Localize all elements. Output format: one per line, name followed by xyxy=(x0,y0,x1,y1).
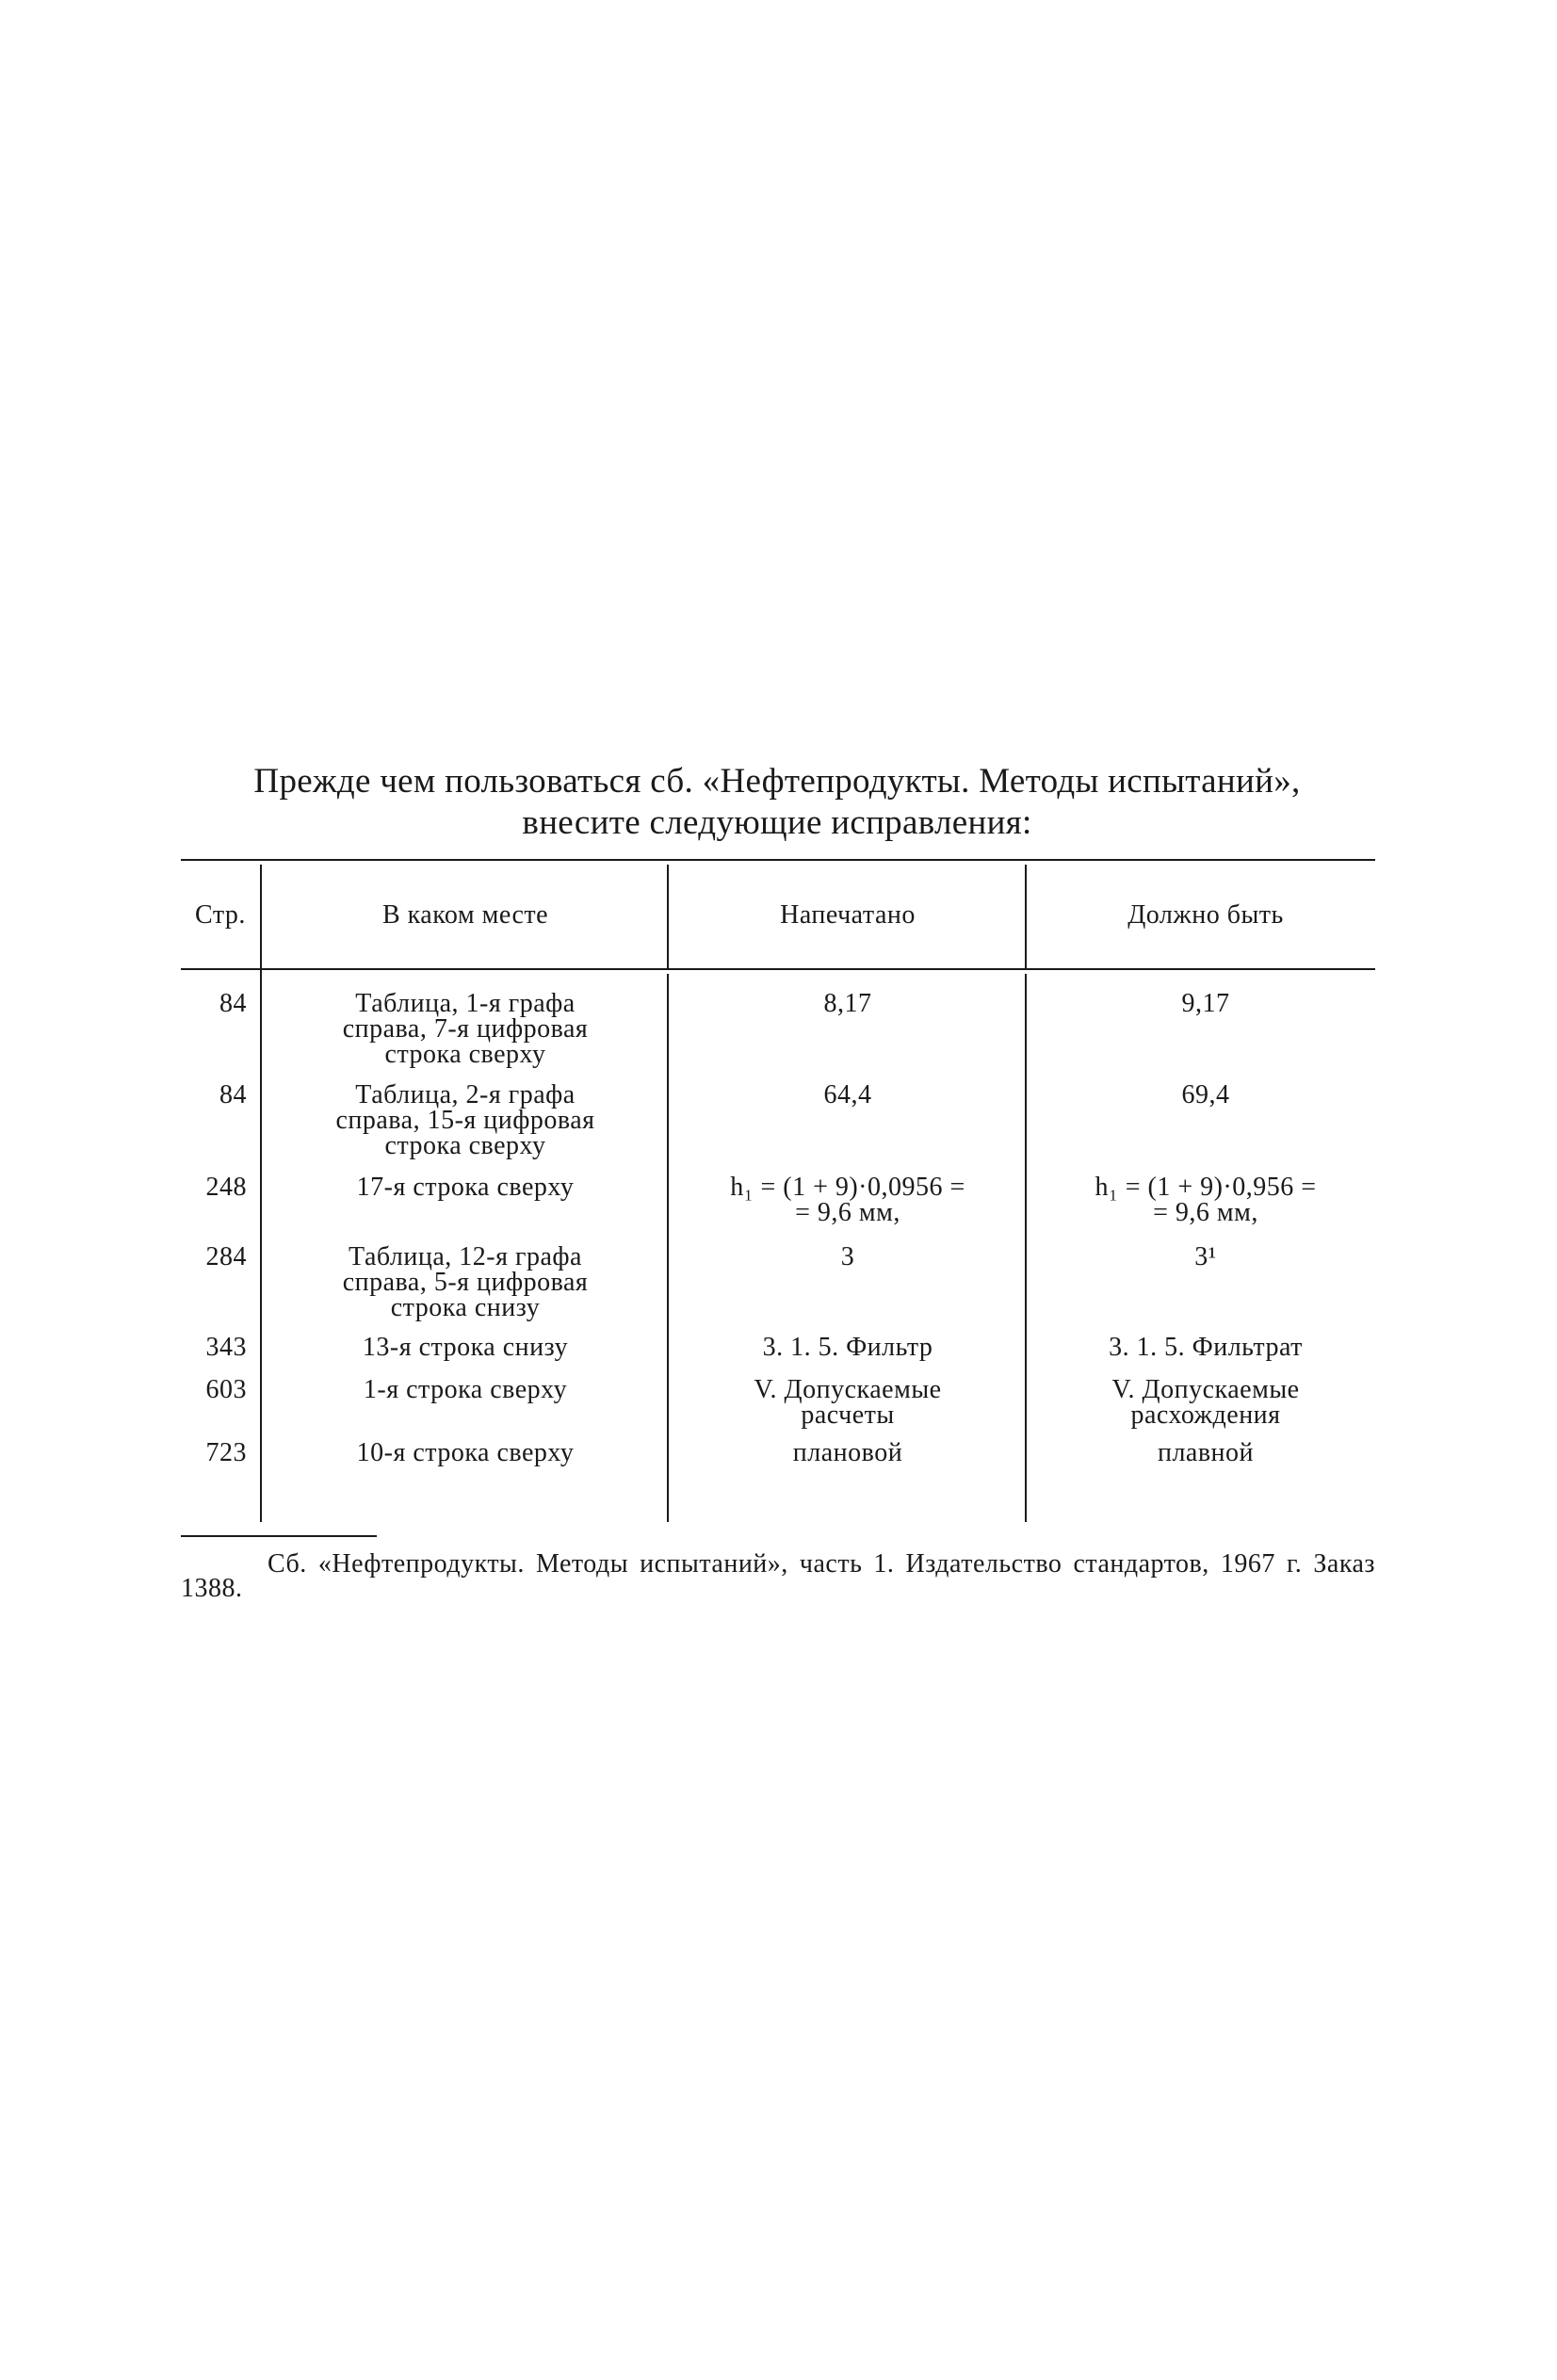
errata-table xyxy=(181,859,1375,1522)
cell-line: 1-я строка сверху xyxy=(363,1375,568,1404)
cell-line: h₁ = (1 + 9)·0,0956 = xyxy=(730,1173,965,1202)
cell-line: строка снизу xyxy=(390,1293,541,1322)
cell-printed xyxy=(678,1082,1017,1108)
cell-place xyxy=(271,1335,659,1360)
cell-page xyxy=(181,1244,247,1270)
footnote-rule xyxy=(181,1535,377,1537)
column-divider-1 xyxy=(260,865,262,1522)
cell-printed xyxy=(678,991,1017,1016)
cell-line: строка сверху xyxy=(384,1040,546,1069)
cell-page xyxy=(181,991,247,1016)
cell-line: 3. 1. 5. Фильтр xyxy=(762,1333,933,1362)
column-divider-3-header xyxy=(1025,865,1027,970)
cell-place xyxy=(271,1377,659,1402)
cell-place xyxy=(271,1174,659,1200)
cell-line: Таблица, 1-я графа xyxy=(355,989,576,1018)
header-printed: Напечатано xyxy=(780,900,916,930)
cell-line: 284 xyxy=(205,1242,247,1271)
cell-line: Таблица, 12-я графа xyxy=(349,1242,582,1271)
cell-page xyxy=(181,1082,247,1108)
cell-page xyxy=(181,1174,247,1200)
cell-line: справа, 15-я цифровая xyxy=(335,1106,595,1135)
cell-printed xyxy=(678,1174,1017,1225)
cell-should-be xyxy=(1036,1174,1375,1225)
cell-line: плавной xyxy=(1157,1438,1255,1467)
cell-page xyxy=(181,1440,247,1465)
cell-line: = 9,6 мм, xyxy=(795,1198,900,1227)
cell-line: 3. 1. 5. Фильтрат xyxy=(1109,1333,1303,1362)
header-should-be: Должно быть xyxy=(1127,900,1284,930)
cell-should-be xyxy=(1036,991,1375,1016)
cell-line: 64,4 xyxy=(823,1080,872,1109)
cell-should-be xyxy=(1036,1377,1375,1428)
cell-line: V. Допускаемые xyxy=(1111,1375,1300,1404)
cell-place xyxy=(271,1440,659,1465)
cell-line: 84 xyxy=(219,1080,247,1109)
cell-should-be xyxy=(1036,1440,1375,1465)
cell-line: справа, 5-я цифровая xyxy=(342,1268,589,1297)
cell-printed xyxy=(678,1440,1017,1465)
cell-line: 3 xyxy=(840,1242,855,1271)
cell-line: 9,17 xyxy=(1181,989,1230,1018)
column-divider-2-body xyxy=(667,974,669,1522)
cell-line: 343 xyxy=(205,1333,247,1362)
cell-line: справа, 7-я цифровая xyxy=(342,1014,589,1044)
cell-printed xyxy=(678,1244,1017,1270)
cell-should-be xyxy=(1036,1082,1375,1108)
footnote: Сб. «Нефтепродукты. Методы испытаний», часть 1. Издательство стандартов, 1967 г. Заказ 1388. xyxy=(181,1549,1375,1603)
cell-line: = 9,6 мм, xyxy=(1153,1198,1258,1227)
cell-line: 69,4 xyxy=(1181,1080,1230,1109)
cell-place xyxy=(271,1082,659,1158)
cell-place xyxy=(271,1244,659,1320)
cell-line: 13-я строка снизу xyxy=(362,1333,569,1362)
header-page: Стр. xyxy=(195,900,246,930)
cell-line: 17-я строка сверху xyxy=(356,1173,575,1202)
cell-page xyxy=(181,1377,247,1402)
errata-heading xyxy=(179,761,1375,844)
column-divider-3-body xyxy=(1025,974,1027,1522)
cell-line: V. Допускаемые xyxy=(754,1375,942,1404)
cell-line: Таблица, 2-я графа xyxy=(355,1080,576,1109)
cell-line: 603 xyxy=(205,1375,247,1404)
cell-line: 248 xyxy=(205,1173,247,1202)
heading-line-2: внесите следующие исправления: xyxy=(522,803,1032,842)
cell-line: 8,17 xyxy=(823,989,872,1018)
cell-line: 10-я строка сверху xyxy=(356,1438,575,1467)
cell-line: 3¹ xyxy=(1194,1242,1217,1271)
heading-line-1: Прежде чем пользоваться сб. «Нефтепродукты. Методы испытаний», xyxy=(253,762,1301,801)
cell-page xyxy=(181,1335,247,1360)
cell-printed xyxy=(678,1377,1017,1428)
cell-line: расхождения xyxy=(1130,1400,1281,1430)
header-place: В каком месте xyxy=(381,900,549,930)
cell-should-be xyxy=(1036,1244,1375,1270)
cell-line: расчеты xyxy=(801,1400,895,1430)
cell-place xyxy=(271,991,659,1067)
cell-line: 84 xyxy=(219,989,247,1018)
cell-printed xyxy=(678,1335,1017,1360)
cell-line: плановой xyxy=(792,1438,903,1467)
cell-line: 723 xyxy=(205,1438,247,1467)
cell-line: строка сверху xyxy=(384,1131,546,1160)
table-header-rule xyxy=(181,968,1375,970)
cell-should-be xyxy=(1036,1335,1375,1360)
cell-line: h₁ = (1 + 9)·0,956 = xyxy=(1095,1173,1317,1202)
column-divider-2-header xyxy=(667,865,669,970)
table-top-rule xyxy=(181,859,1375,861)
